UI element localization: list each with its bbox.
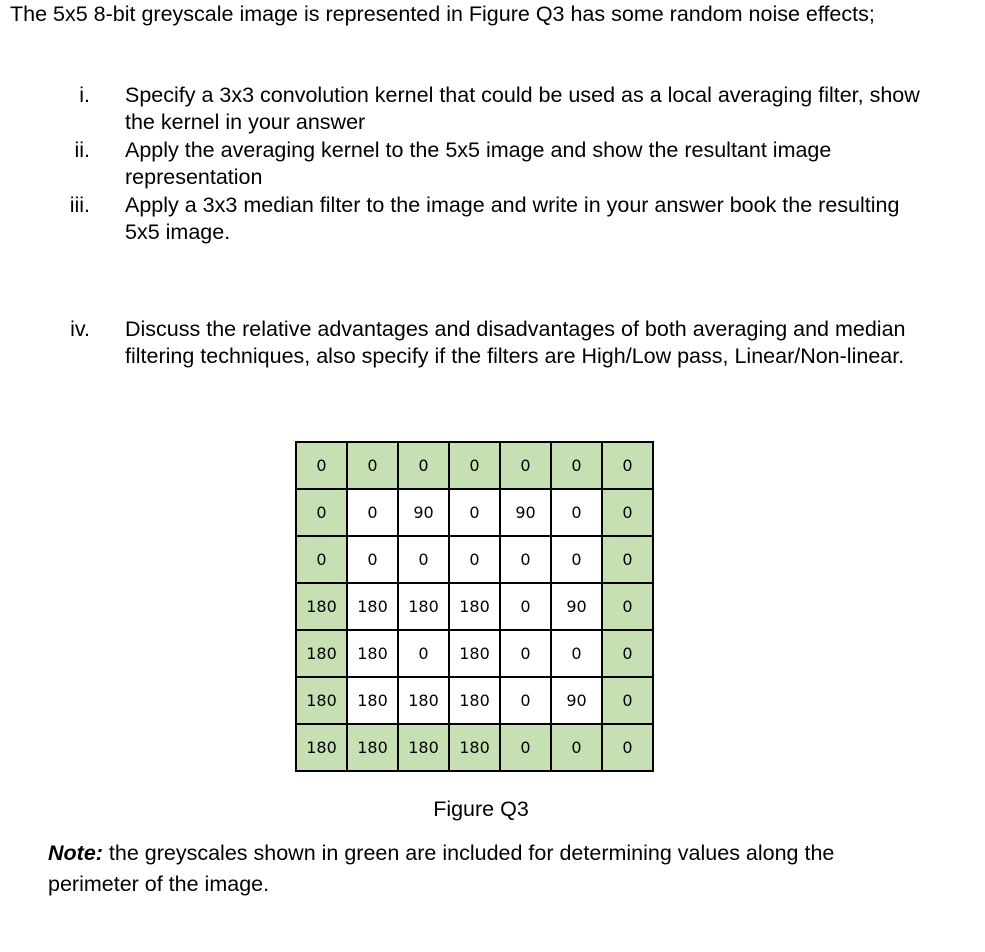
question-number: iii. bbox=[69, 193, 90, 217]
perimeter-pixel-cell: 180 bbox=[296, 583, 347, 630]
perimeter-pixel-cell: 0 bbox=[296, 536, 347, 583]
image-pixel-cell: 0 bbox=[551, 536, 602, 583]
image-pixel-cell: 0 bbox=[500, 583, 551, 630]
perimeter-pixel-cell: 0 bbox=[602, 442, 653, 489]
image-pixel-cell: 0 bbox=[551, 489, 602, 536]
grid-row bbox=[296, 630, 653, 677]
image-pixel-cell: 90 bbox=[398, 489, 449, 536]
perimeter-pixel-cell: 0 bbox=[602, 630, 653, 677]
perimeter-pixel-cell: 0 bbox=[500, 724, 551, 771]
perimeter-pixel-cell: 0 bbox=[500, 442, 551, 489]
question-number: i. bbox=[79, 83, 90, 107]
question-intro: The 5x5 8-bit greyscale image is represented in Figure Q3 has some random noise effects; bbox=[10, 2, 875, 26]
perimeter-pixel-cell: 180 bbox=[398, 724, 449, 771]
image-pixel-cell: 0 bbox=[449, 536, 500, 583]
perimeter-pixel-cell: 0 bbox=[602, 677, 653, 724]
perimeter-pixel-cell: 0 bbox=[449, 442, 500, 489]
image-pixel-cell: 180 bbox=[449, 677, 500, 724]
image-pixel-cell: 0 bbox=[449, 489, 500, 536]
note bbox=[48, 838, 928, 900]
question-text: Specify a 3x3 convolution kernel that could be used as a local averaging filter, show the kernel in your answer bbox=[125, 83, 920, 134]
image-pixel-cell: 180 bbox=[398, 677, 449, 724]
perimeter-pixel-cell: 180 bbox=[296, 630, 347, 677]
grid-row bbox=[296, 442, 653, 489]
grid-row bbox=[296, 677, 653, 724]
perimeter-pixel-cell: 0 bbox=[602, 583, 653, 630]
image-pixel-cell: 0 bbox=[500, 536, 551, 583]
image-pixel-cell: 180 bbox=[347, 677, 398, 724]
image-pixel-cell: 90 bbox=[500, 489, 551, 536]
perimeter-pixel-cell: 0 bbox=[551, 442, 602, 489]
image-pixel-cell: 0 bbox=[500, 677, 551, 724]
question-number: iv. bbox=[70, 317, 90, 341]
perimeter-pixel-cell: 0 bbox=[602, 489, 653, 536]
image-pixel-cell: 180 bbox=[449, 630, 500, 677]
perimeter-pixel-cell: 180 bbox=[296, 724, 347, 771]
perimeter-pixel-cell: 0 bbox=[296, 489, 347, 536]
perimeter-pixel-cell: 0 bbox=[602, 724, 653, 771]
question-text: Apply the averaging kernel to the 5x5 image and show the resultant image representation bbox=[125, 138, 832, 189]
image-pixel-cell: 90 bbox=[551, 583, 602, 630]
image-pixel-cell: 0 bbox=[347, 536, 398, 583]
image-pixel-cell: 90 bbox=[551, 677, 602, 724]
image-pixel-cell: 180 bbox=[398, 583, 449, 630]
figure-caption: Figure Q3 bbox=[433, 797, 529, 821]
question-text: Discuss the relative advantages and disadvantages of both averaging and median filtering techniques, also specify if the filters are High/Low pass, Linear/Non-linear. bbox=[125, 317, 906, 368]
image-pixel-cell: 0 bbox=[398, 630, 449, 677]
question-text: Apply a 3x3 median filter to the image and write in your answer book the resulting 5x5 image. bbox=[125, 193, 900, 244]
perimeter-pixel-cell: 0 bbox=[296, 442, 347, 489]
image-pixel-cell: 0 bbox=[398, 536, 449, 583]
perimeter-pixel-cell: 0 bbox=[602, 536, 653, 583]
grid-row bbox=[296, 536, 653, 583]
figure-q3-grid bbox=[295, 441, 654, 772]
perimeter-pixel-cell: 180 bbox=[296, 677, 347, 724]
image-pixel-cell: 0 bbox=[500, 630, 551, 677]
grid-row bbox=[296, 489, 653, 536]
perimeter-pixel-cell: 180 bbox=[449, 724, 500, 771]
perimeter-pixel-cell: 0 bbox=[398, 442, 449, 489]
note-label: Note: bbox=[48, 841, 103, 865]
image-pixel-cell: 180 bbox=[347, 630, 398, 677]
question-number: ii. bbox=[74, 138, 90, 162]
perimeter-pixel-cell: 0 bbox=[347, 442, 398, 489]
grid-row bbox=[296, 583, 653, 630]
grid-row bbox=[296, 724, 653, 771]
image-pixel-cell: 0 bbox=[551, 630, 602, 677]
perimeter-pixel-cell: 0 bbox=[551, 724, 602, 771]
note-text: the greyscales shown in green are included for determining values along the perimeter of the image. bbox=[48, 841, 835, 896]
image-pixel-cell: 180 bbox=[347, 583, 398, 630]
image-pixel-cell: 180 bbox=[449, 583, 500, 630]
image-pixel-cell: 0 bbox=[347, 489, 398, 536]
perimeter-pixel-cell: 180 bbox=[347, 724, 398, 771]
